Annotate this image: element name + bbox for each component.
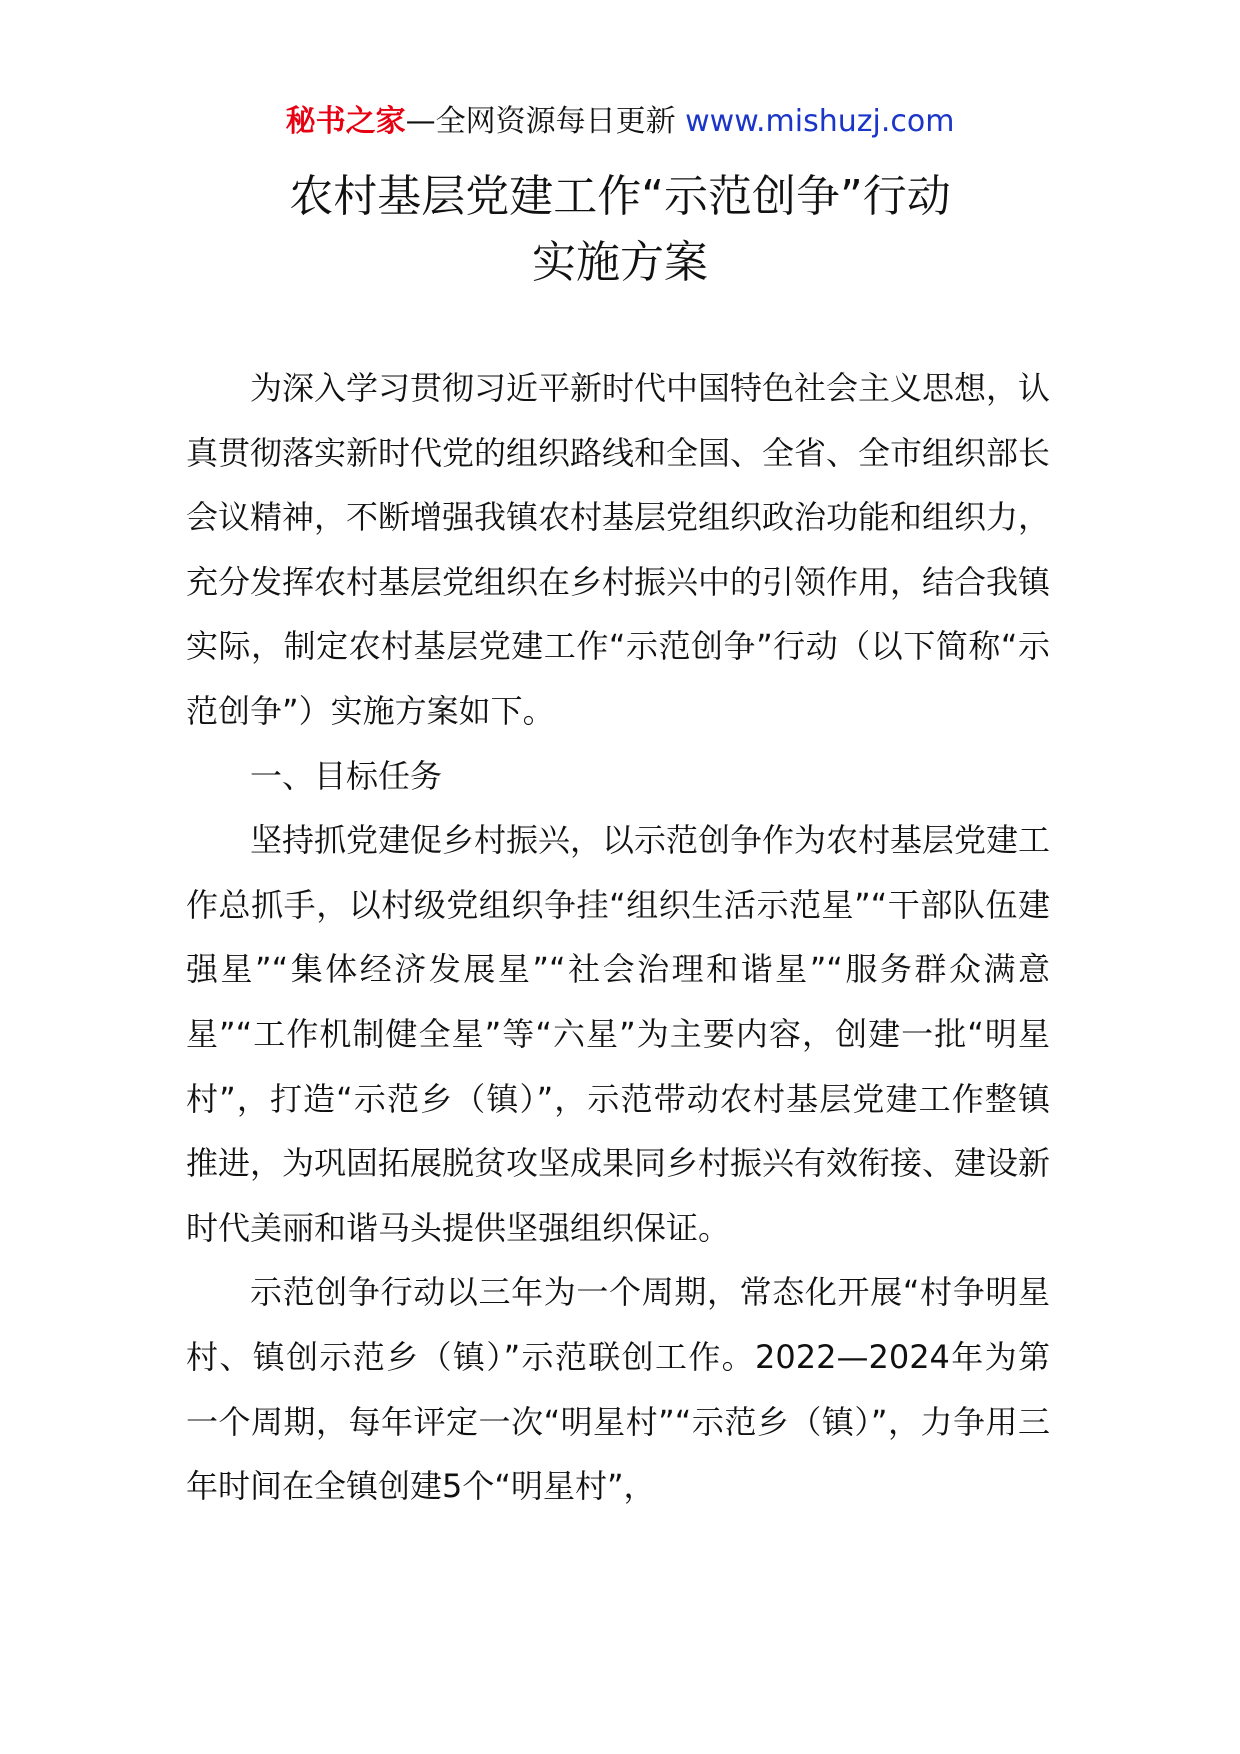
banner-slogan: —全网资源每日更新 [405,104,676,139]
site-banner [0,102,1240,142]
paragraph-cycle: 示范创争行动以三年为一个周期，常态化开展“村争明星村、镇创示范乡（镇）”示范联创工作。2022—2024年为第一个周期，每年评定一次“明星村”“示范乡（镇）”，力争用三年时间在全镇创建5个“明星村”， [186,1273,1050,1506]
title-line-2: 实施方案 [532,237,708,288]
paragraph-intro: 为深入学习贯彻习近平新时代中国特色社会主义思想，认真贯彻落实新时代党的组织路线和全国、全省、全市组织部长会议精神，不断增强我镇农村基层党组织政治功能和组织力，充分发挥农村基层党组织在乡村振兴中的引领作用，结合我镇实际，制定农村基层党建工作“示范创争”行动（以下简称“示范创争”）实施方案如下。 [186,369,1051,730]
document-body [186,356,1050,1519]
brand-name: 秘书之家 [285,104,406,139]
document-title [0,164,1240,296]
section-heading-goals: 一、目标任务 [250,756,443,795]
site-url-link[interactable]: www.mishuzj.com [685,104,955,139]
title-line-1: 农村基层党建工作“示范创争”行动 [289,171,951,222]
paragraph-goals: 坚持抓党建促乡村振兴，以示范创争作为农村基层党建工作总抓手，以村级党组织争挂“组织生活示范星”“干部队伍建强星”“集体经济发展星”“社会治理和谐星”“服务群众满意星”“工作机制健全星”等“六星”为主要内容，创建一批“明星村”，打造“示范乡（镇）”，示范带动农村基层党建工作整镇推进，为巩固拓展脱贫攻坚成果同乡村振兴有效衔接、建设新时代美丽和谐马头提供坚强组织保证。 [186,821,1051,1247]
